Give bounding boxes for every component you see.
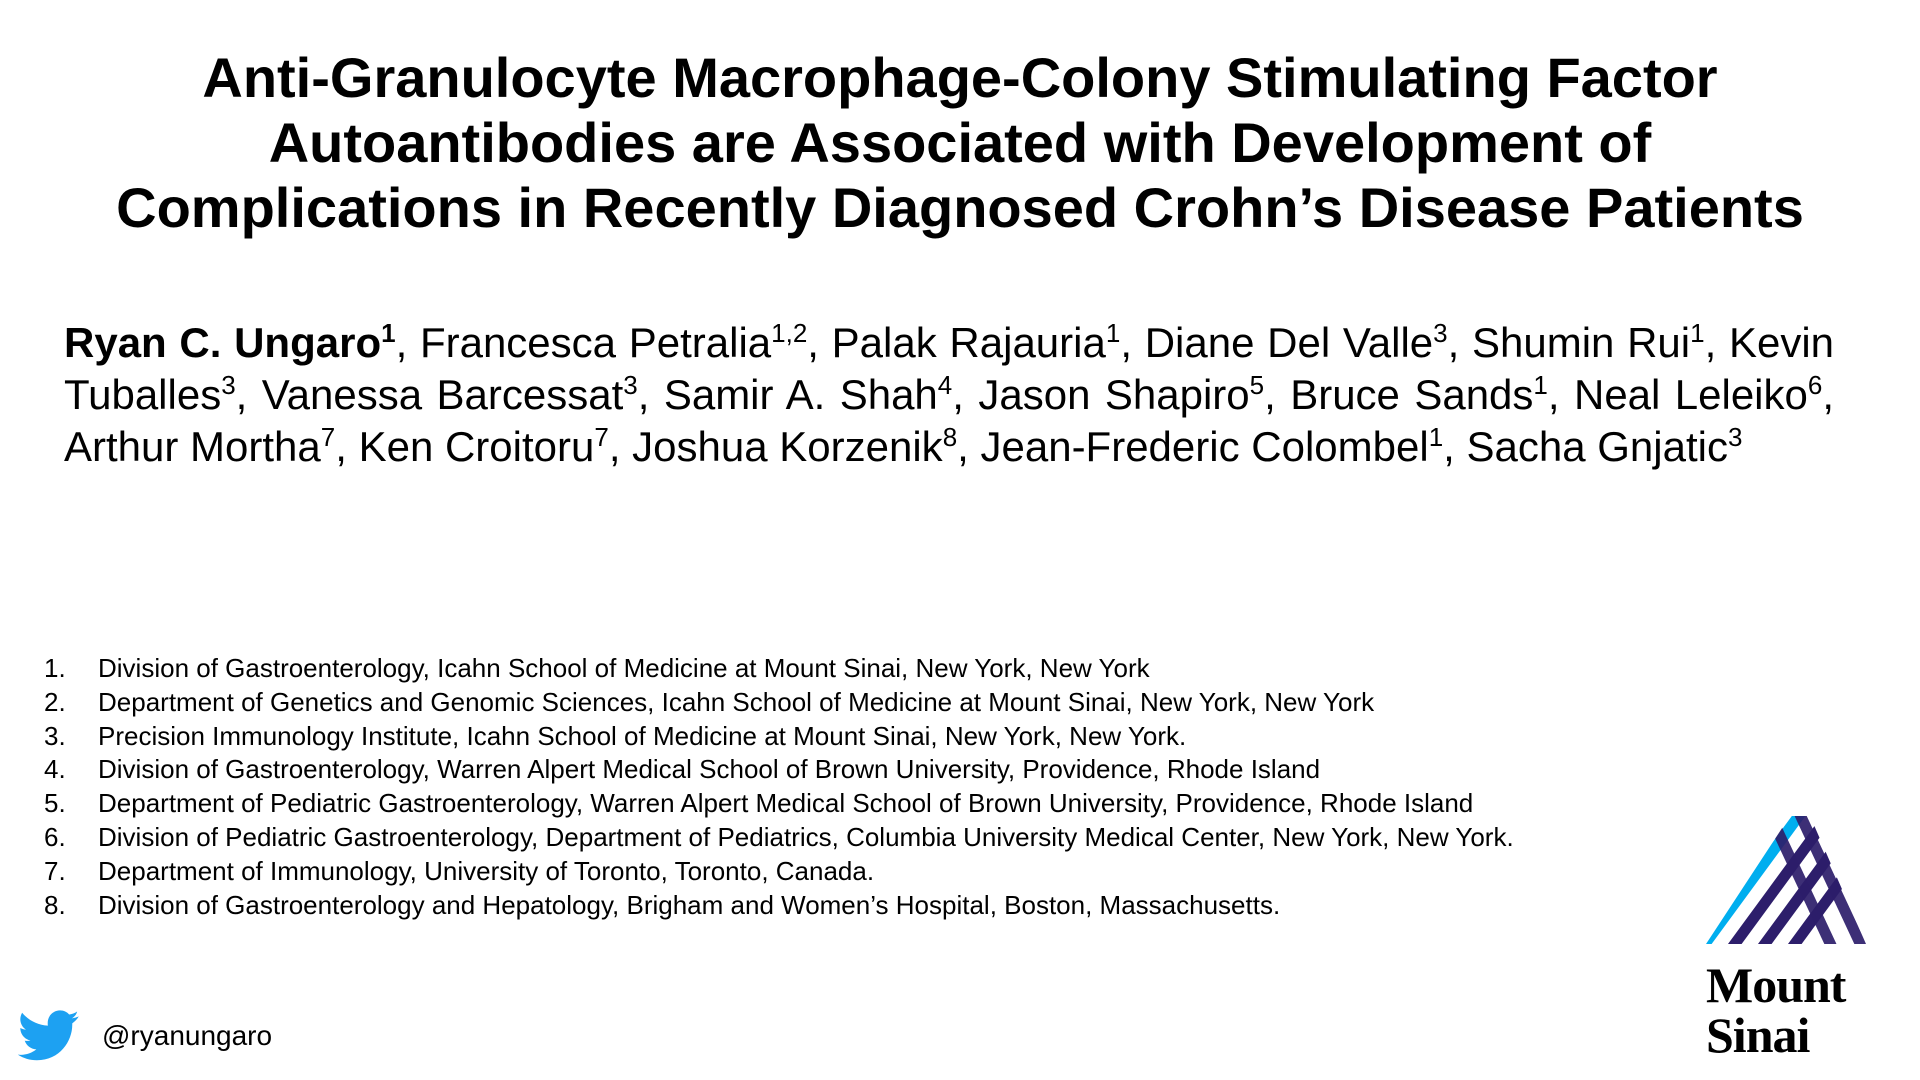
- author-affiliation-mark: 4: [937, 370, 953, 400]
- affiliation-number: 6.: [44, 821, 66, 852]
- affiliation-number: 1.: [44, 653, 66, 683]
- affiliation-number: 8.: [44, 889, 66, 920]
- affiliation-item: [44, 889, 1514, 923]
- logo-wordmark: [1706, 957, 1846, 1063]
- author-affiliation-mark: 3: [1727, 422, 1743, 452]
- twitter-bird-icon: [18, 1010, 80, 1062]
- author-affiliation-mark: 1: [381, 318, 396, 348]
- affiliation-item: [44, 821, 1514, 855]
- author-name: Jean-Frederic Colombel: [980, 423, 1429, 470]
- author-affiliation-mark: 8: [942, 422, 958, 452]
- affiliation-item: [44, 787, 1514, 821]
- author-name: Arthur Mortha: [64, 423, 321, 470]
- author-affiliation-mark: 3: [1433, 318, 1448, 348]
- affiliation-number: 3.: [44, 720, 66, 751]
- author-name: Joshua Korzenik: [632, 423, 943, 470]
- author-name: Diane Del Valle: [1144, 319, 1434, 366]
- page-title: [30, 45, 1890, 240]
- title-line-3: Complications in Recently Diagnosed Crohn’s Disease Patients: [116, 176, 1804, 239]
- title-line-2: Autoantibodies are Associated with Development of: [268, 111, 1652, 174]
- author-affiliation-mark: 1: [1428, 422, 1444, 452]
- logo-word-sinai: Sinai: [1706, 1007, 1810, 1063]
- author-list: Ryan C. Ungaro$^1$, Francesca Petralia$^{1,2}$, Palak Rajauria$^1$, Diane Del Valle$^3$, Shumin Rui$^1$, Kevin Tuballes$^3$, Vanessa Barcessat$^3$, Samir A. Shah$^4$, Jason Shapiro$^5$, Bruce Sands$^1$, Neal Leleiko$^6$, Arthur Mortha$^7$, Ken Croitoru$^7$, Joshua Korzenik$^8$, Jean-Frederic Colombel$^1$, Sacha Gnjatic$^3$: [64, 318, 1835, 470]
- author-name: Sacha Gnjatic: [1466, 423, 1728, 470]
- author-name: Neal Leleiko: [1573, 371, 1808, 418]
- author-name: Ken Croitoru: [358, 423, 595, 470]
- twitter-handle-block: [18, 1010, 272, 1062]
- affiliation-number: 4.: [44, 754, 66, 785]
- author-name: Samir A. Shah: [663, 371, 938, 418]
- author-affiliation-mark: 7: [594, 422, 609, 452]
- logo-stripe-rising: [1706, 816, 1776, 944]
- author-name: Kevin Tuballes: [64, 319, 1835, 418]
- author-name: Jason Shapiro: [978, 371, 1250, 418]
- affiliation-item: [44, 855, 1514, 889]
- author-name: Shumin Rui: [1471, 319, 1691, 366]
- affiliation-text: Department of Immunology, University of Toronto, Toronto, Canada.: [98, 855, 875, 886]
- affiliation-item: [44, 652, 1514, 686]
- affiliation-text: Division of Pediatric Gastroenterology, Department of Pediatrics, Columbia University Medical Center, New York, New York.: [98, 821, 1514, 852]
- author-name: Ryan C. Ungaro: [64, 319, 382, 366]
- author-affiliation-mark: 1: [1690, 318, 1705, 348]
- author-affiliation-mark: 3: [221, 370, 236, 400]
- author-affiliation-mark: 6: [1807, 370, 1823, 400]
- logo-stripe-rising: [1706, 816, 1806, 944]
- author-name: Francesca Petralia: [419, 319, 772, 366]
- logo-word-mount: Mount: [1706, 957, 1846, 1013]
- author-affiliation-mark: 1,2: [771, 318, 808, 348]
- affiliation-text: Division of Gastroenterology, Warren Alpert Medical School of Brown University, Providence, Rhode Island: [98, 754, 1321, 785]
- author-affiliation-mark: 1: [1105, 318, 1121, 348]
- author-name: Bruce Sands: [1290, 371, 1534, 418]
- affiliation-item: [44, 720, 1514, 754]
- affiliation-text: Division of Gastroenterology and Hepatology, Brigham and Women’s Hospital, Boston, Massachusetts.: [98, 889, 1281, 920]
- affiliation-text: Precision Immunology Institute, Icahn School of Medicine at Mount Sinai, New York, New York.: [98, 720, 1187, 751]
- twitter-handle: @ryanungaro: [102, 1020, 273, 1051]
- affiliation-text: Division of Gastroenterology, Icahn School of Medicine at Mount Sinai, New York, New York: [98, 653, 1150, 683]
- affiliation-number: 7.: [44, 855, 66, 886]
- affiliation-number: 2.: [44, 686, 66, 717]
- affiliation-item: [44, 753, 1514, 787]
- affiliation-text: Department of Genetics and Genomic Sciences, Icahn School of Medicine at Mount Sinai, New York, New York: [98, 686, 1375, 717]
- mount-sinai-mountain-icon: [1706, 816, 1866, 944]
- author-name: Vanessa Barcessat: [261, 371, 624, 418]
- author-affiliation-mark: 5: [1249, 370, 1265, 400]
- author-affiliation-mark: 3: [623, 370, 638, 400]
- author-affiliation-mark: 7: [320, 422, 336, 452]
- affiliation-number: 5.: [44, 788, 66, 819]
- affiliation-list: [44, 652, 1514, 922]
- affiliation-text: Department of Pediatric Gastroenterology, Warren Alpert Medical School of Brown University, Providence, Rhode Island: [98, 788, 1474, 819]
- author-affiliation-mark: 1: [1533, 370, 1548, 400]
- author-name: Palak Rajauria: [831, 319, 1106, 366]
- mount-sinai-logo: [1706, 816, 1866, 1066]
- affiliation-item: [44, 686, 1514, 720]
- title-line-1: Anti-Granulocyte Macrophage-Colony Stimulating Factor: [202, 46, 1718, 109]
